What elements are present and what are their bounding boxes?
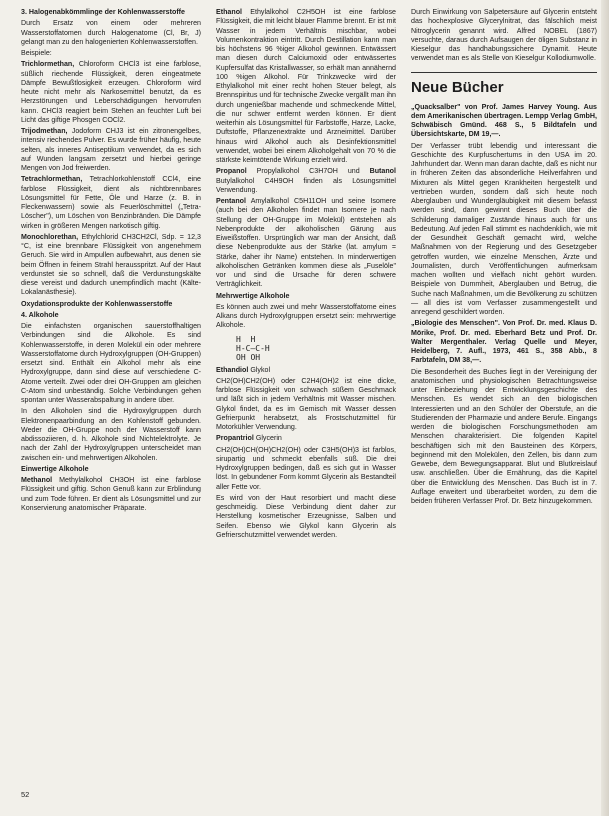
term-trichlormethan: Trichlormethan, [21, 60, 75, 69]
paragraph-propanol-butanol [216, 167, 396, 195]
paragraph-propantriol-label [216, 434, 396, 443]
review-text-biologie: Die Besonderheit des Buches liegt in der Vereinigung der anatomischen und physiologischen Betrachtungsweise unter Einbeziehung der Entwicklungsgeschichte des Menschen. Es wendet sich an den biologischen Interessierten und an den Schüler der Oberstufe, an die Studierenden der Pharmazie und andere Berufe. Eingangs werden die biologischen Forschungsmethoden am Menschen charakterisiert. Die folgenden Kapitel beschäftigen sich mit den Bausteinen des Körpers, beginnend mit den Molekülen, den Zellen, bis dann zum Gewebe, dem Bewegungsapparat. Blut und Blutkreislauf usw. anschließen. Über die Ernährung, das die Kapitel über die Entwicklung des Menschen. Das Buch ist in 7. Auflage erweitert und überarbeitet worden, zu dem die beiden früheren Verfasser Prof. Dr. Betz hinzugekommen. [411, 367, 597, 505]
paragraph-pentanol [216, 197, 396, 290]
structural-formula-glycol [236, 335, 396, 362]
formula-line-middle: H-C—C-H [236, 343, 270, 353]
paragraph-trichlormethan [21, 60, 201, 125]
paragraph-ethanol [216, 8, 396, 165]
paragraph-dynamite: Durch Einwirkung von Salpetersäure auf Glycerin entsteht das hochexplosive Glycerylnitrat, das fälschlich meist Nitroglycerin genannt wird. Alfred NOBEL (1867) versuchte, daraus durch Aufsaugen der öligen Substanz in Kieselgur das handhabungssichere Dynamit. Heute verwendet man es als Stelle von Kieselgur Kollodiumwolle. [411, 8, 597, 63]
text-pentanol: Amylalkohol C5H11OH und seine Isomere (auch bei den Alkoholen findet man Isomere je nach Stellung der OH-Gruppe im Molekül) entstehen als Nebenprodukte der alkoholischen Gärung aus Eiweißstoffen. Ursprünglich war man der Ansicht, daß diese Nebenprodukte aus der Stärke (lat. amylum = Stärke, daher ihr Name) entstehen. In minderwertigen alkoholischen Getränken kommen diese als „Fuselöle" vor und sind die Ursache für deren schwere Verträglichkeit. [216, 197, 396, 289]
heading-monohydric-alcohols: Einwertige Alkohole [21, 464, 89, 473]
paragraph-alcohols-1: Die einfachsten organischen sauerstoffhaltigen Verbindungen sind die Alkohole. Es sind Kohlenwasserstoffe, in deren Molekül ein oder mehrere Wasserstoffatome durch Hydroxylgruppen (OH-Gruppen) ersetzt sind. Enthält ein Alkohol mehr als eine Hydroxylgruppe, dann sind diese auf verschiedene C-Atome verteilt. Zwei oder drei OH-Gruppen am gleichen C-Atom sind unbeständig. Solche Verbindungen gehen spontan unter Wasserabspaltung in andere über. [21, 322, 201, 404]
term-monochlorethan: Monochlorethan, [21, 232, 79, 241]
term-pentanol: Pentanol [216, 197, 246, 205]
text-tetrachlormethan: Tetrachlorkohlenstoff CCl4, eine farblose Flüssigkeit, dient als nichtbrennbares Lösungsmittel für Fette, Öle und Harze (z. B. in Fleckenwassern) sowie als Feuerlöschmittel („Tetra-Löscher"), um Löschen von Benzinbränden. Die Dämpfe wirken in größeren Mengen narkotisch giftig. [21, 175, 201, 230]
paragraph-polyhydric: Es können auch zwei und mehr Wasserstoffatome eines Alkans durch Hydroxylgruppen ersetzt sein: mehrwertige Alkohole. [216, 302, 396, 330]
text-methanol: Methylalkohol CH3OH ist eine farblose Flüssigkeit und giftig. Schon Genuß kann zur Erblindung und zum Tode führen. Er dient als Lösungsmittel und zur Konservierung anatomischer Präparate. [21, 476, 201, 512]
paragraph-ethandiol-label [216, 366, 396, 375]
term-butanol: Butanol [369, 167, 396, 176]
section-divider [411, 72, 597, 73]
text-trijodmethan: Jodoform CHJ3 ist ein zitronengelbes, intensiv riechendes Pulver. Es wurde früher häufig, heute selten, als inneres Antiseptikum verwendet, da es sich auf Wunden langsam zersetzt und hierbei geringe Mengen von Jod freiwerden. [21, 127, 201, 172]
formula-line-top: H H [236, 334, 256, 344]
label-glykol: Glykol [250, 365, 271, 374]
paragraph-halogen-intro: Durch Ersatz von einem oder mehreren Wasserstoffatomen durch Halogenatome (Cl, Br, J) gelangt man zu den halogenierten Kohlenwasserstoffen. [21, 19, 201, 46]
paragraph-methanol [21, 476, 201, 513]
term-ethandiol: Ethandiol [216, 365, 249, 374]
term-trijodmethan: Trijodmethan, [21, 127, 68, 135]
column-left [21, 8, 201, 778]
term-propantriol: Propantriol [216, 434, 254, 443]
text-propanol: Propylalkohol C3H7OH und [256, 167, 360, 176]
term-ethanol: Ethanol [216, 8, 243, 16]
paragraph-trijodmethan [21, 127, 201, 173]
label-glycerin: Glycerin [255, 434, 282, 443]
formula-line-bottom: OH OH [236, 352, 261, 362]
term-methanol: Methanol [21, 476, 53, 484]
column-right [411, 8, 597, 808]
heading-polyhydric-alcohols: Mehrwertige Alkohole [216, 291, 290, 300]
text-monochlorethan: Ethylchlorid CH3CH2Cl, Sdp. = 12,3 °C, ist eine brennbare Flüssigkeit von angenehmem Geruch. Sie wird in Ampullen aufbewahrt, aus denen sie beim Öffnen in feinem Strahl herausspritzt. Auf der Haut verdunstet sie so schnell, daß die Verdunstungskälte diese vereist und dadurch unempfindlich macht (Kälte-Lokalanästhesie). [21, 232, 201, 297]
review-heading-biologie: „Biologie des Menschen". Von Prof. Dr. med. Klaus D. Mörike, Prof. Dr. med. Eberhard Betz und Prof. Dr. Walter Mergenthaler. Verlag Quelle und Meyer, Heidelberg, 7. Aufl., 1973, 461 S., 358 Abb., 8 Farbtafeln, DM 38,—. [411, 319, 597, 365]
heading-oxidation-products: Oxydationsprodukte der Kohlenwasserstoffe [21, 299, 173, 308]
section-title-new-books: Neue Bücher [411, 78, 504, 96]
paragraph-glycerin-1: CH2(OH)CH(OH)CH2(OH) oder C3H5(OH)3 ist farblos, sirupartig und schmeckt ebenfalls süß. Die drei Hydroxylgruppen bedingen, daß es sich gut in Wasser löst. In gebundener Form kommt Glycerin als Bestandteil aller Fette vor. [216, 445, 396, 491]
paragraph-glycerin-2: Es wird von der Haut resorbiert und macht diese geschmeidig. Diese Verbindung dient daher zur Herstellung kosmetischer Erzeugnisse, Salben und Seifen. Ebenso wie Glykol kann Glycerin als Gefrierschutzmittel verwendet werden. [216, 493, 396, 539]
paragraph-alcohols-2: In den Alkoholen sind die Hydroxylgruppen durch Elektronenpaarbindung an den Kohlenstoff gebunden. Weder die OH-Gruppe noch der Wasserstoff kann abdissoziieren, d. h. Alkohole sind Nichtelektrolyte. Je nach der Zahl der Hydroxylgruppen unterscheidet man zwischen ein- und mehrwertigen Alkoholen. [21, 407, 201, 462]
label-examples: Beispiele: [21, 49, 52, 57]
column-middle [216, 8, 396, 798]
term-tetrachlormethan: Tetrachlormethan, [21, 175, 83, 184]
review-text-quacksalber: Der Verfasser trübt lebendig und interessant die Geschichte des Kurpfuschertums in den USA im 20. Jahrhundert dar. Wenn man daran dachte, daß es nicht nur in früheren Zeiten das absonderliche Heilverfahren und Mixturen als Mittel gegen Krankheiten hergestellt und vertrieben wurden, sondern daß sich heute noch Aberglauben und Wundergläubigkeit mit diesem befasst werden sind, dann gewinnt dieses Buch über die Schilderung damaliger Zustände hinaus auch für uns Bedeutung. Auf jeden Fall stimmt es nachdenklich, wie mit der Gesundheit Geschäft gemacht wird, welche Maßnahmen von der Regierung und des Gesetzgeber getroffen wurden, wie einzelne Menschen, Ärzte und Journalisten, durch Veröffentlichungen aufmerksam machen wollten und vielfach nicht gehört wurden. Beispiele von Dummheit, Aberglauben und Betrug, die Suche nach Maßnahmen, um die Bevölkerung zu schützen — all dies ist vom Verfasser zusammengestellt und anregend geschildert worden. [411, 141, 597, 316]
heading-alcohols: 4. Alkohole [21, 310, 59, 319]
text-trichlormethan: Chloroform CHCl3 ist eine farblose, süßlich riechende Flüssigkeit, deren eingeatmete Dämpfe Bewußtlosigkeit erzeugen. Chloroform wird heute nicht mehr als Narkosemittel benutzt, da es Herzstörungen und Leberschädigungen hervorrufen kann. CHCl3 reagiert beim Stehen an feuchter Luft bei Licht das giftige Phosgen COCl2. [21, 60, 201, 124]
page-number: 52 [21, 790, 30, 799]
text-ethanol: Ethylalkohol C2H5OH ist eine farblose Flüssigkeit, die mit leicht blauer Flamme brennt. Er ist mit Wasser in jedem Verhältnis mischbar, wobei Volumenkontraktion eintritt. Durch Destillation kann man bis höchstens 96 %iger Alkohol gewinnen. Entwässert man diesen durch Calciumoxid oder entwässertes Kupfersulfat das Kristallwasser, so erhält man annähernd 100 %igen Alkohol. Für Trinkzwecke wird der Ethylalkohol mit einer recht hohen Steuer belegt, als Brennspiritus und für technische Zwecke vergällt man ihn durch ungenießbar machende und schmeckende Mittel, die nur schwer entfernt werden können. Er dient weiterhin als Lösungsmittel für Farbstoffe, Harze, Lacke, Duftstoffe, Pflanzenextrakte und Arzneimittel. Darüber hinaus wird Alkohol auch als Desinfektionsmittel verwendet, wobei bei einem Alkoholgehalt von 70 % die stärkste keimtötende Wirkung erzielt wird. [216, 8, 396, 164]
paragraph-tetrachlormethan [21, 175, 201, 231]
review-heading-quacksalber: „Quacksalber" von Prof. James Harvey Young. Aus dem Amerikanischen übertragen. Lempp Verlag GmbH, Schwäbisch Gmünd. 468 S., 5 Bildtafeln und Übersichtskarte, DM 19,—. [411, 102, 597, 139]
heading-halogen: 3. Halogenabkömmlinge der Kohlenwasserstoffe [21, 8, 185, 16]
paragraph-monochlorethan [21, 233, 201, 298]
term-propanol: Propanol [216, 167, 247, 176]
text-butanol: Butylalkohol C4H9OH finden als Lösungsmittel Verwendung. [216, 176, 396, 194]
paragraph-glykol: CH2(OH)CH2(OH) oder C2H4(OH)2 ist eine dicke, farblose Flüssigkeit von schwach süßem Geschmack und läßt sich in jedem Verhältnis mit Wasser mischen. Glykol findet, da es im Gemisch mit Wasser dessen Gefrierpunkt herabsetzt, als Frostschutzmittel für Motorkühler Verwendung. [216, 376, 396, 431]
page-edge-shadow [601, 0, 609, 816]
